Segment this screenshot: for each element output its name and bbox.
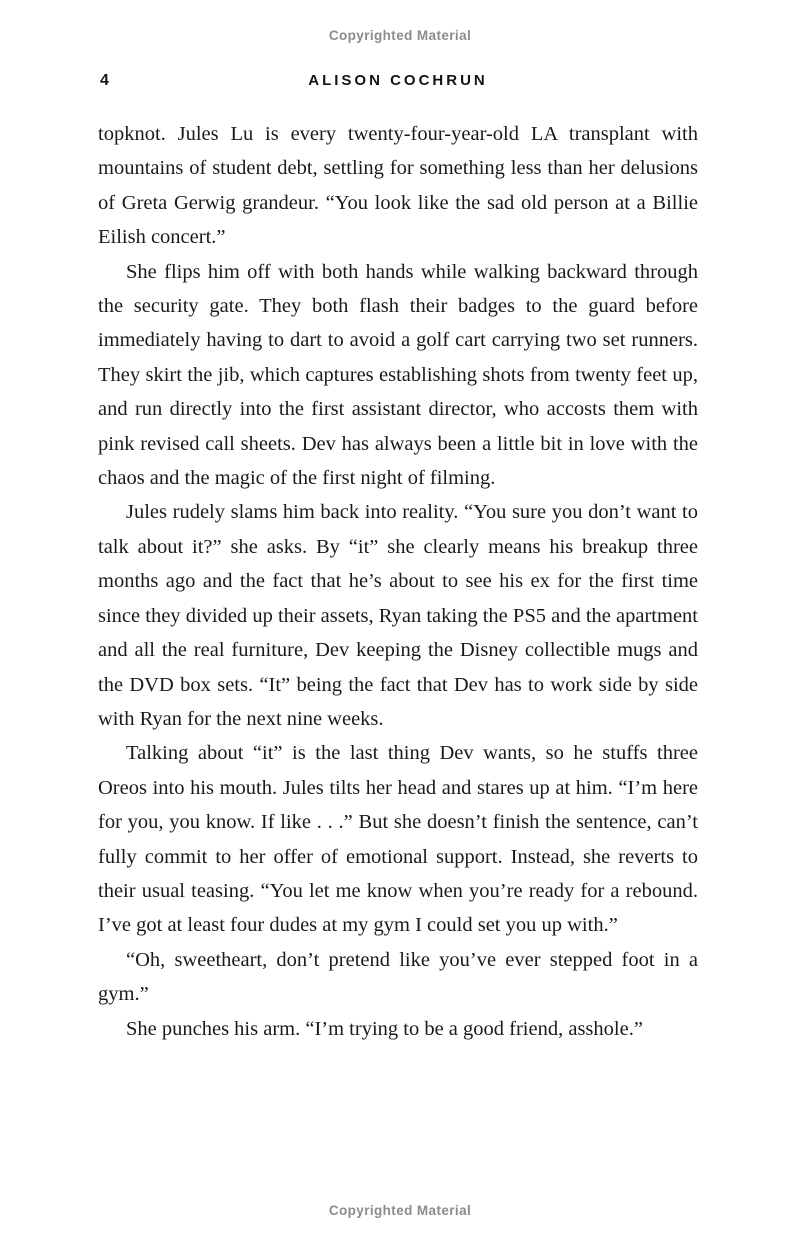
body-text: [98, 117, 698, 1046]
paragraph: She punches his arm. “I’m trying to be a good friend, asshole.”: [126, 1017, 643, 1040]
copyright-notice-top: Copyrighted Material: [328, 28, 472, 43]
paragraph: “Oh, sweetheart, don’t pretend like you’ve ever stepped foot in a gym.”: [98, 948, 698, 1006]
page-number: 4: [100, 72, 109, 89]
paragraph: topknot. Jules Lu is every twenty-four-year-old LA transplant with mountains of student debt, settling for something less than her delusions of Greta Gerwig grandeur. “You look like the sad old person at a Billie Eilish concert.”: [98, 123, 698, 249]
running-header: [98, 71, 698, 95]
running-header-title: ALISON COCHRUN: [308, 72, 488, 89]
paragraph: She flips him off with both hands while walking backward through the security gate. They both flash their badges to the guard before immediately having to dart to avoid a golf cart carrying two set runners. They skirt the jib, which captures establishing shots from twenty feet up, and run directly into the first assistant director, who accosts them with pink revised call sheets. Dev has always been a little bit in love with the chaos and the magic of the first night of filming.: [98, 260, 698, 490]
paragraph: Talking about “it” is the last thing Dev wants, so he stuffs three Oreos into his mouth. Jules tilts her head and stares up at him. “I’m here for you, you know. If like . . .” But she doesn’t finish the sentence, can’t fully commit to her offer of emotional support. Instead, she reverts to their usual teasing. “You let me know when you’re ready for a rebound. I’ve got at least four dudes at my gym I could set you up with.”: [98, 742, 698, 937]
paragraph: Jules rudely slams him back into reality. “You sure you don’t want to talk about it?” she asks. By “it” she clearly means his breakup three months ago and the fact that he’s about to see his ex for the first time since they divided up their assets, Ryan taking the PS5 and the apartment and all the real furniture, Dev keeping the Disney collectible mugs and the DVD box sets. “It” being the fact that Dev has to work side by side with Ryan for the next nine weeks.: [98, 501, 698, 730]
copyright-notice-bottom: Copyrighted Material: [328, 1203, 472, 1218]
